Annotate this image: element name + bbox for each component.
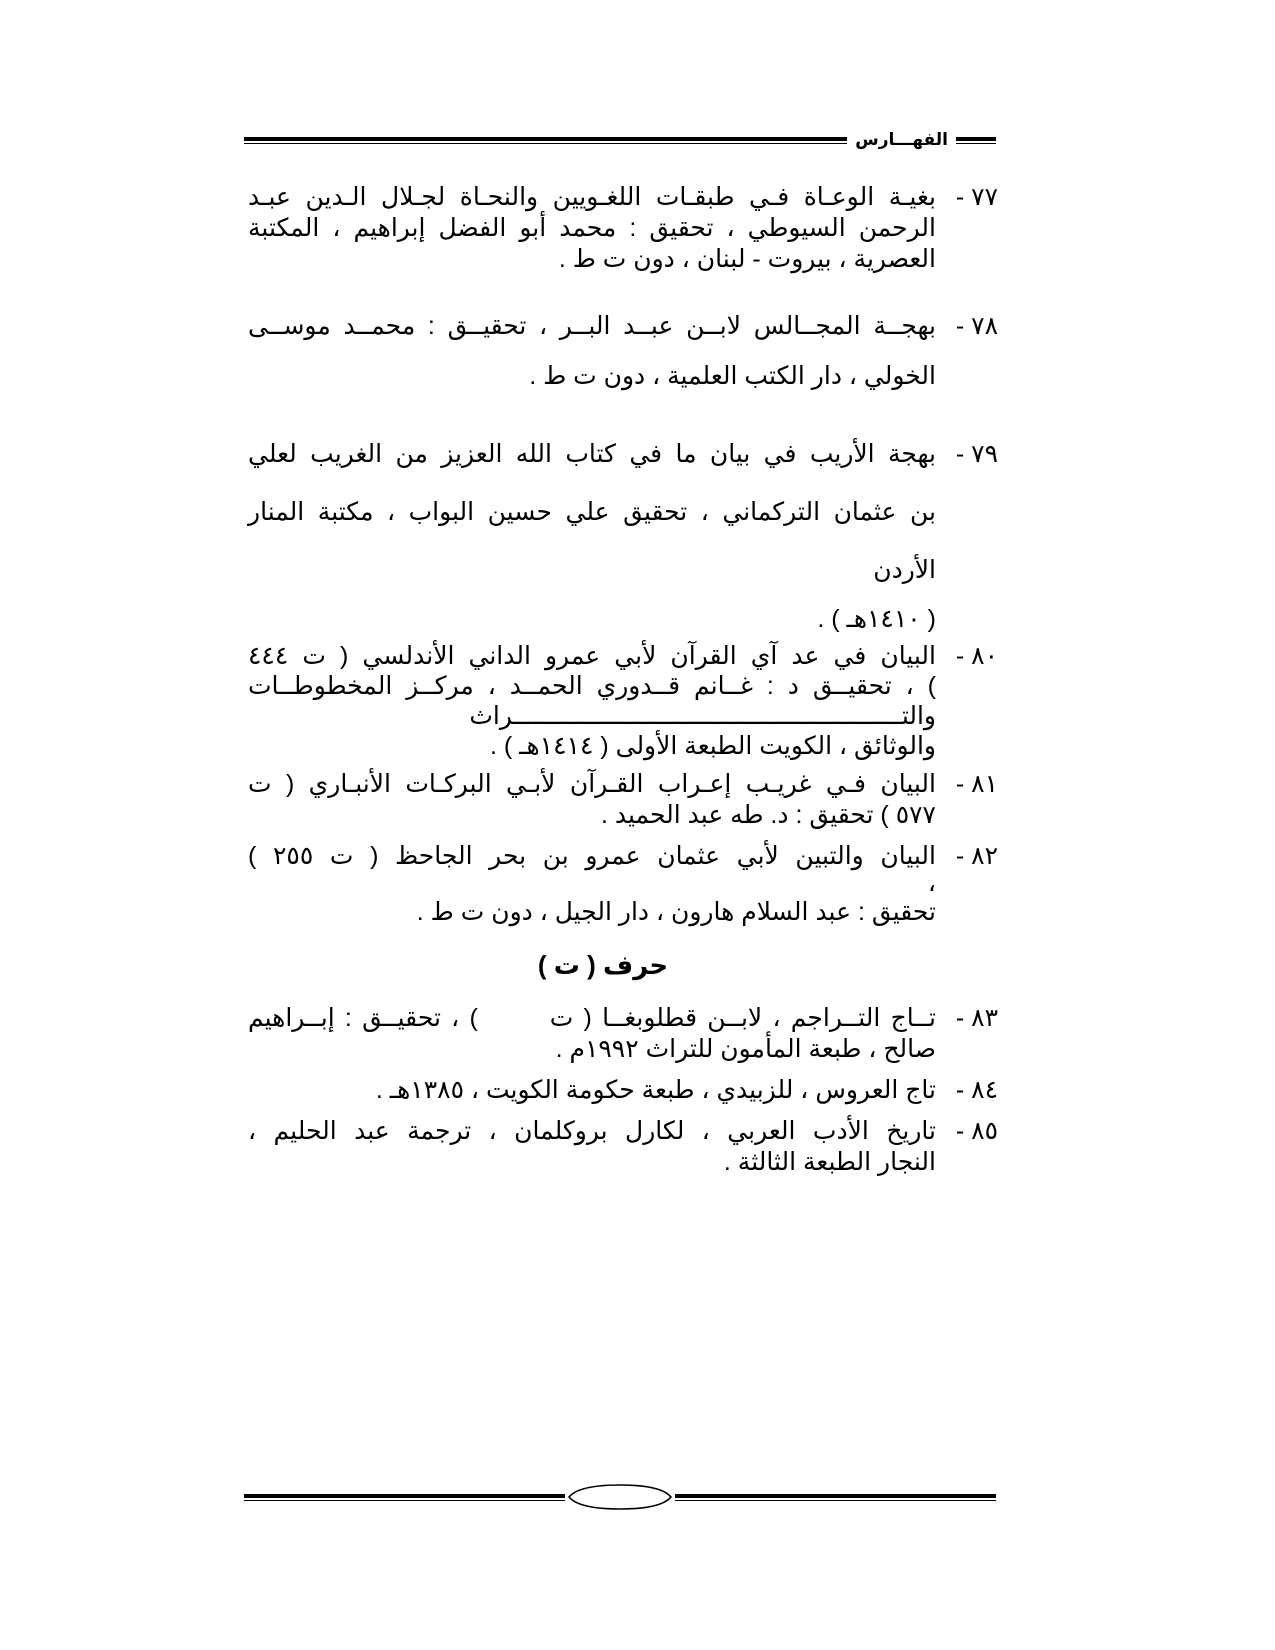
bibliography-entry-81	[248, 769, 998, 831]
bibliography-entry-79	[248, 425, 998, 639]
entry-number: ٨٥ -	[955, 1117, 998, 1145]
bibliography-entry-85	[248, 1116, 998, 1178]
entry-number: ٧٨ -	[955, 312, 998, 340]
entry-text	[248, 301, 936, 401]
entry-line: بغيـة الوعـاة فـي طبقـات اللغـويين والنحـاة لجـلال الـدين عبـد	[248, 183, 936, 211]
entry-text	[248, 1075, 936, 1106]
entry-line: البيان في عد آي القرآن لأبي عمرو الداني الأندلسي ( ت ٤٤٤	[248, 642, 936, 670]
entry-line: ) ، تحقيــق د : غــانم قــدوري الحمــد ، مركــز المخطوطــات	[248, 672, 936, 700]
entry-line: تاريخ الأدب العربي ، لكارل بروكلمان ، ترجمة عبد الحليم ،	[248, 1117, 936, 1145]
header-rule-right	[956, 137, 996, 144]
entry-number: ٨٠ -	[955, 642, 998, 670]
entry-line: تاج العروس ، للزبيدي ، طبعة حكومة الكويت ، ١٣٨٥هـ .	[375, 1076, 936, 1104]
entry-line: النجار الطبعة الثالثة .	[723, 1148, 936, 1176]
entry-line: تحقيق : عبد السلام هارون ، دار الجيل ، دون ت ط .	[416, 898, 936, 926]
footer-rule-right	[244, 1494, 565, 1501]
entry-line: بهجة الأريب في بيان ما في كتاب الله العزيز من الغريب لعلي	[248, 440, 936, 468]
page-footer	[244, 1482, 996, 1512]
entry-line: البيان والتبين لأبي عثمان عمرو بن بحر الجاحظ ( ت ٢٥٥ )	[248, 842, 936, 870]
entry-line: بهجــة المجــالس لابــن عبــد البــر ، تحقيــق : محمــد موســى	[248, 312, 936, 340]
footer-rule-left	[675, 1494, 996, 1501]
entry-text	[248, 841, 936, 930]
entry-text	[248, 1116, 936, 1178]
bibliography-entry-82	[248, 841, 998, 930]
entry-number: ٧٧ -	[955, 183, 998, 211]
entry-text	[248, 1003, 936, 1065]
section-heading: حرف ( ت )	[537, 950, 669, 980]
entry-line: بن عثمان التركماني ، تحقيق علي حسين البواب ، مكتبة المنار	[248, 498, 936, 526]
entry-line: البيان فـي غريـب إعـراب القـرآن لأبـي البركـات الأنبـاري ( ت	[248, 770, 936, 798]
bibliography-entry-83	[248, 1003, 998, 1065]
entry-text	[248, 182, 936, 275]
entry-line: والوثائق ، الكويت الطبعة الأولى ( ١٤١٤هـ ) .	[490, 732, 936, 760]
entry-text	[248, 425, 936, 639]
entry-number: ٨٣ -	[955, 1004, 998, 1032]
entry-line: الأردن	[873, 556, 936, 584]
entry-number: ٨١ -	[955, 770, 998, 798]
header-title: الفهـــارس	[855, 130, 948, 149]
entry-number: ٨٤ -	[955, 1076, 998, 1104]
entry-line: العصرية ، بيروت - لبنان ، دون ت ط .	[558, 245, 936, 273]
entry-text	[248, 769, 936, 831]
entry-line: صالح ، طبعة المأمون للتراث ١٩٩٢م .	[555, 1035, 936, 1063]
bibliography-entry-77	[248, 182, 998, 275]
entry-line: ( ١٤١٠هـ ) .	[817, 605, 936, 633]
entry-line: والتـــــــــــــــــــــــــــــــــــــــــــــــــــــراث	[469, 702, 936, 730]
entry-text	[248, 641, 936, 761]
page-header	[244, 127, 996, 153]
entry-number: ٧٩ -	[955, 440, 998, 468]
bibliography-content	[248, 182, 998, 1178]
bibliography-entry-84	[248, 1075, 998, 1106]
bibliography-entry-80	[248, 641, 998, 761]
entry-line: تــاج التــراجم ، لابــن قطلوبغــا ( ت ) ، تحقيــق : إبــراهيم	[248, 1004, 936, 1032]
entry-line: الرحمن السيوطي ، تحقيق : محمد أبو الفضل إبراهيم ، المكتبة	[248, 214, 936, 242]
header-rule-left	[244, 137, 847, 144]
entry-line: الخولي ، دار الكتب العلمية ، دون ت ط .	[529, 362, 936, 390]
entry-line: ٥٧٧ ) تحقيق : د. طه عبد الحميد .	[601, 801, 936, 829]
bibliography-entry-78	[248, 301, 998, 401]
entry-number: ٨٢ -	[955, 842, 998, 870]
entry-line: ،	[927, 869, 936, 897]
page-number-oval-icon	[565, 1483, 675, 1511]
